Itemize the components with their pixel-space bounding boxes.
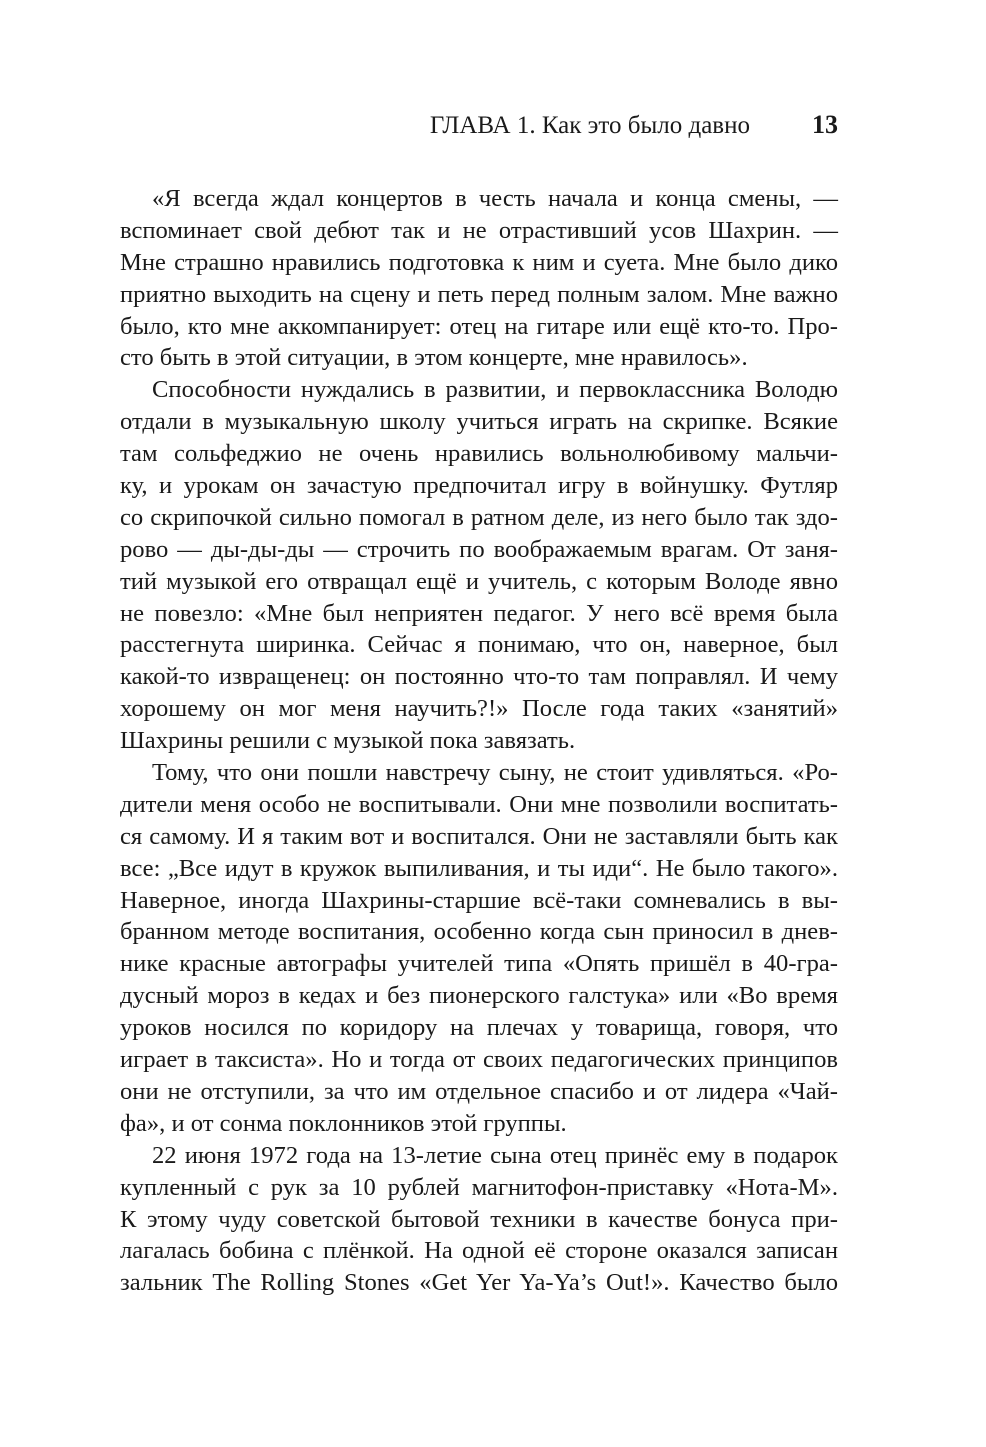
text-line: зальник The Rolling Stones «Get Yer Ya-Ya’s Out!». Качество было [120,1269,838,1297]
text-line: дители меня особо не воспитывали. Они мне позволили воспитать- [120,790,838,818]
text-line: дусный мороз в кедах и без пионерского галстука» или «Во время [120,982,838,1010]
text-line: расстегнута ширинка. Сейчас я понимаю, что он, наверное, был [120,631,838,659]
text-line: какой-то извращенец: он постоянно что-то там поправлял. И чему [120,663,838,691]
text-line: вспоминает свой дебют так и не отрастивший усов Шахрин. — [120,216,838,244]
paragraph [120,374,838,757]
text-line: все: „Все идут в кружок выпиливания, и ты иди“. Не было такого». [120,854,838,882]
text-line: хорошему он мог меня научить?!» После года таких «занятий» [120,695,838,723]
text-line: 22 июня 1972 года на 13-летие сына отец принёс ему в подарок [152,1141,838,1169]
text-line: ку, и урокам он зачастую предпочитал игру в войнушку. Футляр [120,472,838,500]
text-line: Шахрины решили с музыкой пока завязать. [120,727,576,755]
text-line: сто быть в этой ситуации, в этом концерте, мне нравилось». [120,344,748,372]
text-line: тий музыкой его отвращал ещё и учитель, с которым Володе явно [120,567,838,595]
text-line: фа», и от сонма поклонников этой группы. [120,1109,567,1137]
text-line: К этому чуду советской бытовой техники в качестве бонуса при- [120,1205,838,1233]
chapter-title: ГЛАВА 1. Как это было давно [429,112,750,139]
text-line: рово — ды-ды-ды — строчить по воображаемым врагам. От заня- [120,535,838,563]
text-line: они не отступили, за что им отдельное спасибо и от лидера «Чай- [120,1077,838,1105]
text-line: приятно выходить на сцену и петь перед полным залом. Мне важно [120,280,838,308]
text-line: не повезло: «Мне был неприятен педагог. У него всё время была [120,599,838,627]
text-line: Тому, что они пошли навстречу сыну, не стоит удивляться. «Ро- [152,759,838,787]
running-header [120,110,838,146]
text-line: было, кто мне аккомпанирует: отец на гитаре или ещё кто-то. Про- [120,312,838,340]
text-line: Способности нуждались в развитии, и первоклассника Володю [152,376,838,404]
text-line: бранном методе воспитания, особенно когда сын приносил в днев- [120,918,838,946]
text-line: там сольфеджио не очень нравились вольнолюбивому мальчи- [120,440,838,468]
text-line: со скрипочкой сильно помогал в ратном деле, из него было так здо- [120,503,838,531]
text-line: «Я всегда ждал концертов в честь начала и конца смены, — [152,185,838,212]
text-line: отдали в музыкальную школу учиться играть на скрипке. Всякие [120,408,838,436]
text-line: Наверное, иногда Шахрины-старшие всё-таки сомневались в вы- [120,886,838,914]
text-line: Мне страшно нравились подготовка к ним и суета. Мне было дико [120,248,838,276]
text-line: уроков носился по коридору на плечах у товарища, говоря, что [120,1014,838,1042]
paragraph [120,757,838,1140]
text-line: купленный с рук за 10 рублей магнитофон-приставку «Нота-М». [120,1173,838,1201]
body-text [120,183,838,1299]
paragraph [120,183,838,374]
text-line: лагалась бобина с плёнкой. На одной её стороне оказался записан [120,1237,838,1265]
text-line: играет в таксиста». Но и тогда от своих педагогических принципов [120,1046,838,1074]
paragraph [120,1140,838,1299]
text-line: ся самому. И я таким вот и воспитался. Они не заставляли быть как [120,822,838,850]
page-number: 13 [812,110,838,139]
text-line: нике красные автографы учителей типа «Опять пришёл в 40-гра- [120,950,838,978]
